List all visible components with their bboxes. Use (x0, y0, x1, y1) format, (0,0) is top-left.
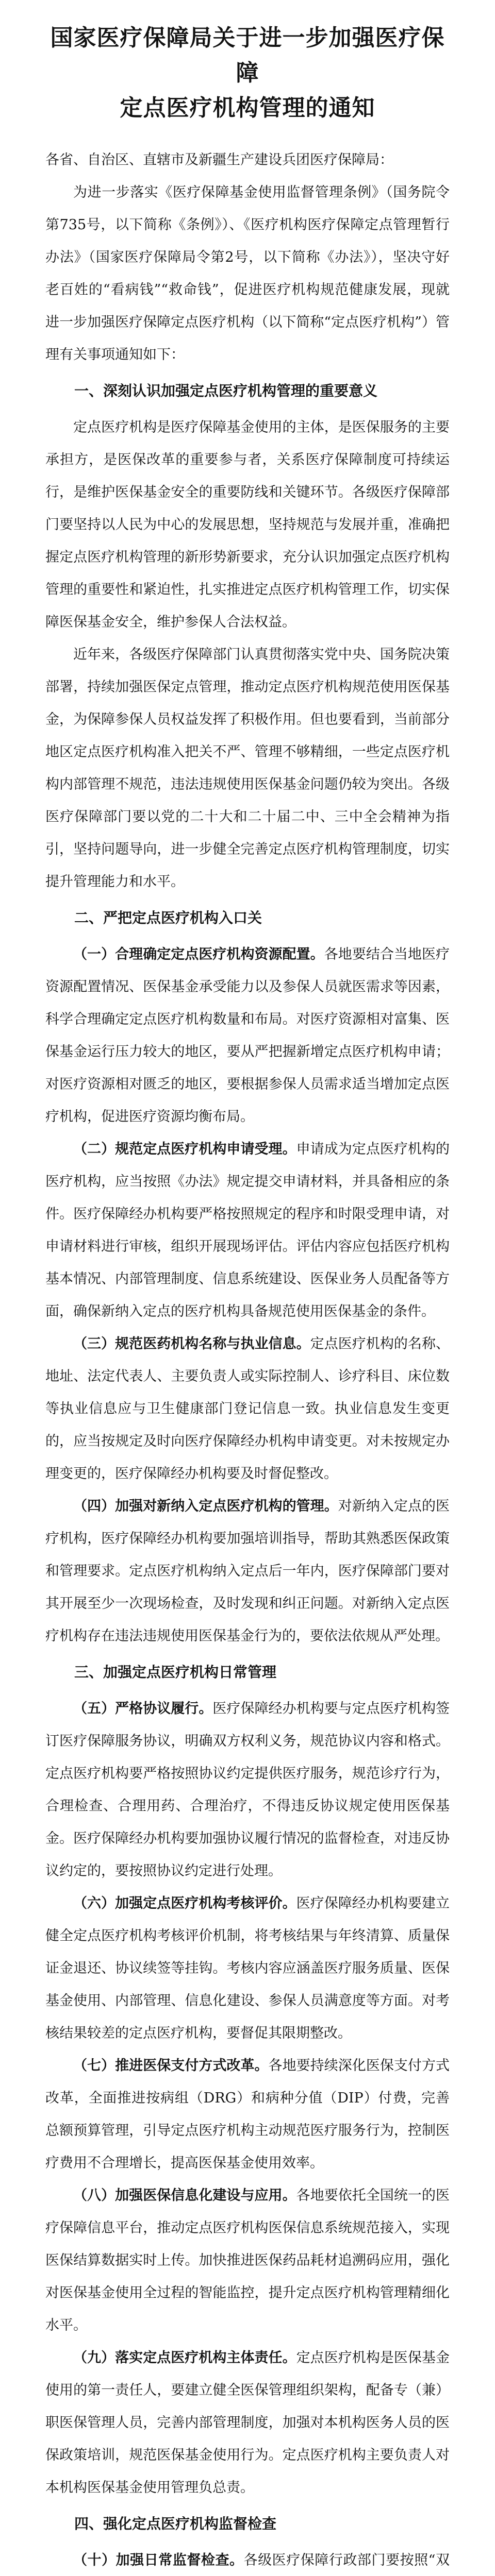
section-heading-4: 四、强化定点医疗机构监督检查 (74, 2515, 277, 2532)
sub-item (45, 2544, 450, 2576)
sub-item-text: 各地要结合当地医疗资源配置情况、医保基金承受能力以及参保人员就医需求等因素，科学合理确定定点医疗机构数量和布局。对医疗资源相对富集、医保基金运行压力较大的地区，要从严把握新增定点医疗机构申请；对医疗资源相对匮乏的地区，要根据参保人员需求适当增加定点医疗机构，促进医疗资源均衡布局。 (45, 946, 450, 1125)
sub-item-lead: （八）加强医保信息化建设与应用。 (73, 2188, 296, 2204)
section-1-paragraph: 近年来，各级医疗保障部门认真贯彻落实党中央、国务院决策部署，持续加强医保定点管理，推动定点医疗机构规范使用医保基金，为保障参保人员权益发挥了积极作用。但也要看到，当前部分地区定点医疗机构准入把关不严、管理不够精细，一些定点医疗机构内部管理不规范，违法违规使用医保基金问题仍较为突出。各级医疗保障部门要以党的二十大和二十届二中、三中全会精神为指引，坚持问题导向，进一步健全完善定点医疗机构管理制度，切实提升管理能力和水平。 (45, 647, 450, 890)
sub-item (45, 1887, 450, 2049)
sub-item-text: 定点医疗机构的名称、地址、法定代表人、主要负责人或实际控制人、诊疗科目、床位数等执业信息应与卫生健康部门登记信息一致。执业信息发生变更的，应当按规定及时向医疗保障经办机构申请变更。对未按规定办理变更的，医疗保障经办机构要及时督促整改。 (45, 1336, 450, 1482)
sub-item (45, 2049, 450, 2179)
title-line-2: 定点医疗机构管理的通知 (120, 95, 375, 121)
sub-item-text: 各地要持续深化医保支付方式改革，全面推进按病组（DRG）和病种分值（DIP）付费，完善总额预算管理，引导定点医疗机构主动规范医疗服务行为，控制医疗费用不合理增长，提高医保基金使用效率。 (45, 2058, 450, 2171)
sub-item (45, 1692, 450, 1887)
sub-item-lead: （十）加强日常监督检查。 (73, 2552, 244, 2568)
salutation: 各省、自治区、直辖市及新疆生产建设兵团医疗保障局： (45, 152, 393, 168)
sub-item-text: 定点医疗机构是医保基金使用的第一责任人，要建立健全医保管理组织架构，配备专（兼）职医保管理人员，完善内部管理制度，加强对本机构医务人员的医保政策培训，规范医保基金使用行为。定点医疗机构主要负责人对本机构医保基金使用管理负总责。 (45, 2350, 450, 2496)
section-heading-2: 二、严把定点医疗机构入口关 (74, 909, 262, 926)
sub-item-text: 申请成为定点医疗机构的医疗机构，应当按照《办法》规定提交申请材料，并具备相应的条件。医疗保障经办机构要严格按照规定的程序和时限受理申请，对申请材料进行审核，组织开展现场评估。评估内容应包括医疗机构基本情况、内部管理制度、信息系统建设、医保业务人员配备等方面，确保新纳入定点的医疗机构具备规范使用医保基金的条件。 (45, 1141, 450, 1319)
sub-item-lead: （九）落实定点医疗机构主体责任。 (73, 2350, 296, 2366)
section-heading-1: 一、深刻认识加强定点医疗机构管理的重要意义 (74, 382, 378, 399)
sub-item (45, 938, 450, 1133)
section-1-paragraph: 定点医疗机构是医疗保障基金使用的主体，是医保服务的主要承担方，是医保改革的重要参与者，关系医疗保障制度可持续运行，是维护医保基金安全的重要防线和关键环节。各级医疗保障部门要坚持以人民为中心的发展思想，坚持规范与发展并重，准确把握定点医疗机构管理的新形势新要求，充分认识加强定点医疗机构管理的重要性和紧迫性，扎实推进定点医疗机构管理工作，切实保障医保基金安全，维护参保人合法权益。 (45, 419, 450, 630)
sub-item (45, 1328, 450, 1490)
sub-item-lead: （四）加强对新纳入定点医疗机构的管理。 (73, 1498, 338, 1514)
sub-item-lead: （二）规范定点医疗机构申请受理。 (73, 1141, 296, 1157)
sub-item-lead: （五）严格协议履行。 (73, 1701, 213, 1717)
section-heading-3: 三、加强定点医疗机构日常管理 (74, 1664, 277, 1681)
sub-item (45, 1490, 450, 1652)
sub-item-text: 各地要依托全国统一的医疗保障信息平台，推动定点医疗机构医保信息系统规范接入，实现医保结算数据实时上传。加快推进医保药品耗材追溯码应用，强化对医保基金使用全过程的智能监控，提升定点医疗机构管理精细化水平。 (45, 2188, 450, 2333)
intro-paragraph: 为进一步落实《医疗保障基金使用监督管理条例》（国务院令第735号，以下简称《条例》）、《医疗机构医疗保障定点管理暂行办法》（国家医疗保障局令第2号，以下简称《办法》），坚决守好老百姓的“看病钱”“救命钱”，促进医疗机构规范健康发展，现就进一步加强医疗保障定点医疗机构（以下简称“定点医疗机构”）管理有关事项通知如下： (45, 184, 450, 363)
document-title (45, 21, 450, 126)
sub-item-lead: （三）规范医药机构名称与执业信息。 (73, 1336, 310, 1352)
sub-item-text: 医疗保障经办机构要与定点医疗机构签订医疗保障服务协议，明确双方权利义务，规范协议内容和格式。定点医疗机构要严格按照协议约定提供医疗服务，规范诊疗行为，合理检查、合理用药、合理治疗，不得违反协议规定使用医保基金。医疗保障经办机构要加强协议履行情况的监督检查，对违反协议约定的，要按照协议约定进行处理。 (45, 1701, 450, 1879)
sub-item-lead: （一）合理确定定点医疗机构资源配置。 (73, 946, 324, 962)
sub-item-lead: （六）加强定点医疗机构考核评价。 (73, 1895, 296, 1911)
sub-item-text: 对新纳入定点的医疗机构，医疗保障经办机构要加强培训指导，帮助其熟悉医保政策和管理要求。定点医疗机构纳入定点后一年内，医疗保障部门要对其开展至少一次现场检查，及时发现和纠正问题。对新纳入定点医疗机构存在违法违规使用医保基金行为的，要依法依规从严处理。 (45, 1498, 450, 1644)
title-line-1: 国家医疗保障局关于进一步加强医疗保障 (50, 25, 445, 86)
sub-item-text: 各级医疗保障行政部门要按照“双 (243, 2552, 450, 2568)
sub-item (45, 2179, 450, 2342)
sub-item-lead: （七）推进医保支付方式改革。 (73, 2058, 269, 2074)
sub-item-text: 医疗保障经办机构要建立健全定点医疗机构考核评价机制，将考核结果与年终清算、质量保证金退还、协议续签等挂钩。考核内容应涵盖医疗服务质量、医保基金使用、内部管理、信息化建设、参保人员满意度等方面。对考核结果较差的定点医疗机构，要督促其限期整改。 (45, 1895, 450, 2041)
sub-item (45, 2342, 450, 2504)
sub-item (45, 1133, 450, 1328)
